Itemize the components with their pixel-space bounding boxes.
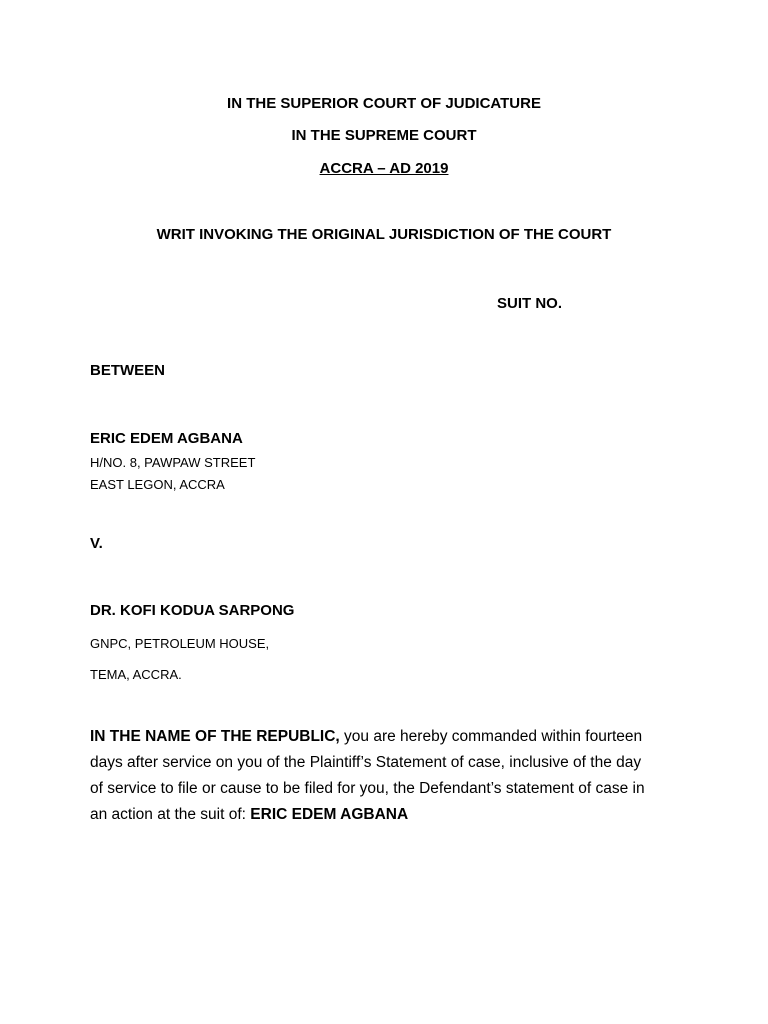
suit-number-label: SUIT NO. xyxy=(497,295,563,312)
defendant-name: DR. KOFI KODUA SARPONG xyxy=(90,602,295,619)
court-heading-supreme: IN THE SUPREME COURT xyxy=(291,127,477,144)
paragraph-line-4-text: an action at the suit of: xyxy=(90,806,251,823)
plaintiff-name: ERIC EDEM AGBANA xyxy=(90,430,243,447)
paragraph-line-1 xyxy=(90,724,690,750)
republic-lead-text: IN THE NAME OF THE REPUBLIC, xyxy=(90,728,340,745)
defendant-address-line-1: GNPC, PETROLEUM HOUSE, xyxy=(90,636,270,651)
plaintiff-name-inline: ERIC EDEM AGBANA xyxy=(250,806,409,823)
court-heading-superior: IN THE SUPERIOR COURT OF JUDICATURE xyxy=(227,95,541,112)
paragraph-line-4 xyxy=(90,802,690,828)
paragraph-line-3: of service to file or cause to be filed for you, the Defendant’s statement of case in xyxy=(90,780,645,797)
defendant-address-line-2: TEMA, ACCRA. xyxy=(90,667,182,682)
plaintiff-address-line-1: H/NO. 8, PAWPAW STREET xyxy=(90,455,256,470)
plaintiff-address-line-2: EAST LEGON, ACCRA xyxy=(90,477,225,492)
paragraph-line-1-text: you are hereby commanded within fourteen xyxy=(339,728,643,745)
court-location xyxy=(0,161,768,176)
between-label: BETWEEN xyxy=(90,362,165,379)
writ-title: WRIT INVOKING THE ORIGINAL JURISDICTION OF THE COURT xyxy=(156,226,612,243)
versus-label: V. xyxy=(90,535,103,552)
command-paragraph xyxy=(90,724,690,828)
paragraph-line-2: days after service on you of the Plaintiff’s Statement of case, inclusive of the day xyxy=(90,754,642,771)
court-location-text: ACCRA – AD 2019 xyxy=(319,160,449,177)
